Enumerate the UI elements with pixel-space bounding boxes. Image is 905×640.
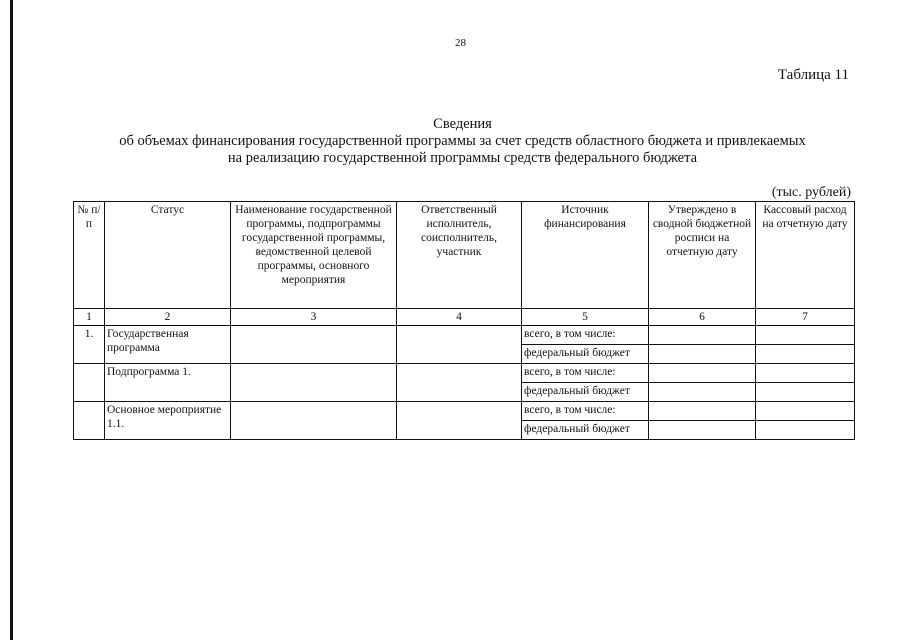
status-cell: Государственная программа bbox=[105, 326, 231, 364]
document-title bbox=[70, 116, 855, 167]
approved-cell bbox=[649, 402, 756, 421]
column-number: 3 bbox=[231, 309, 397, 326]
executor-cell bbox=[397, 402, 522, 440]
header-cell-status: Статус bbox=[105, 202, 231, 309]
spent-cell bbox=[756, 383, 855, 402]
source-cell: всего, в том числе: bbox=[522, 364, 649, 383]
spent-cell bbox=[756, 421, 855, 440]
header-cell-approved: Утверждено в сводной бюджетной росписи на отчетную дату bbox=[649, 202, 756, 309]
name-cell bbox=[231, 402, 397, 440]
source-cell: всего, в том числе: bbox=[522, 402, 649, 421]
header-cell-executor: Ответственный исполнитель, соисполнитель, участник bbox=[397, 202, 522, 309]
source-cell: федеральный бюджет bbox=[522, 383, 649, 402]
approved-cell bbox=[649, 421, 756, 440]
column-number-row bbox=[74, 309, 855, 326]
status-cell: Подпрограмма 1. bbox=[105, 364, 231, 402]
approved-cell bbox=[649, 326, 756, 345]
page-left-edge bbox=[10, 0, 13, 640]
source-cell: всего, в том числе: bbox=[522, 326, 649, 345]
approved-cell bbox=[649, 383, 756, 402]
status-cell: Основное мероприятие 1.1. bbox=[105, 402, 231, 440]
units-label: (тыс. рублей) bbox=[771, 185, 851, 200]
spent-cell bbox=[756, 364, 855, 383]
executor-cell bbox=[397, 364, 522, 402]
source-cell: федеральный бюджет bbox=[522, 421, 649, 440]
financing-table bbox=[73, 201, 855, 440]
column-number: 7 bbox=[756, 309, 855, 326]
spent-cell bbox=[756, 345, 855, 364]
spent-cell bbox=[756, 402, 855, 421]
column-number: 4 bbox=[397, 309, 522, 326]
header-cell-source: Источник финансирования bbox=[522, 202, 649, 309]
row-number-cell bbox=[74, 402, 105, 440]
row-number-cell: 1. bbox=[74, 326, 105, 364]
header-cell-name: Наименование государственной программы, подпрограммы государственной программы, ведомственной целевой программы, основного мероприятия bbox=[231, 202, 397, 309]
name-cell bbox=[231, 326, 397, 364]
name-cell bbox=[231, 364, 397, 402]
title-line-3: на реализацию государственной программы средств федерального бюджета bbox=[227, 150, 698, 166]
header-row bbox=[74, 202, 855, 309]
column-number: 2 bbox=[105, 309, 231, 326]
table-row bbox=[74, 402, 855, 421]
page-number: 28 bbox=[455, 37, 466, 49]
row-number-cell bbox=[74, 364, 105, 402]
table-row bbox=[74, 326, 855, 345]
title-line-1: Сведения bbox=[433, 116, 492, 132]
table-row bbox=[74, 364, 855, 383]
table-label: Таблица 11 bbox=[777, 67, 849, 83]
header-cell-spent: Кассовый расход на отчетную дату bbox=[756, 202, 855, 309]
approved-cell bbox=[649, 364, 756, 383]
column-number: 1 bbox=[74, 309, 105, 326]
executor-cell bbox=[397, 326, 522, 364]
header-cell-num: № п/п bbox=[74, 202, 105, 309]
column-number: 5 bbox=[522, 309, 649, 326]
column-number: 6 bbox=[649, 309, 756, 326]
spent-cell bbox=[756, 326, 855, 345]
approved-cell bbox=[649, 345, 756, 364]
source-cell: федеральный бюджет bbox=[522, 345, 649, 364]
title-line-2: об объемах финансирования государственной программы за счет средств областного бюджета и привлекаемых bbox=[119, 133, 806, 149]
